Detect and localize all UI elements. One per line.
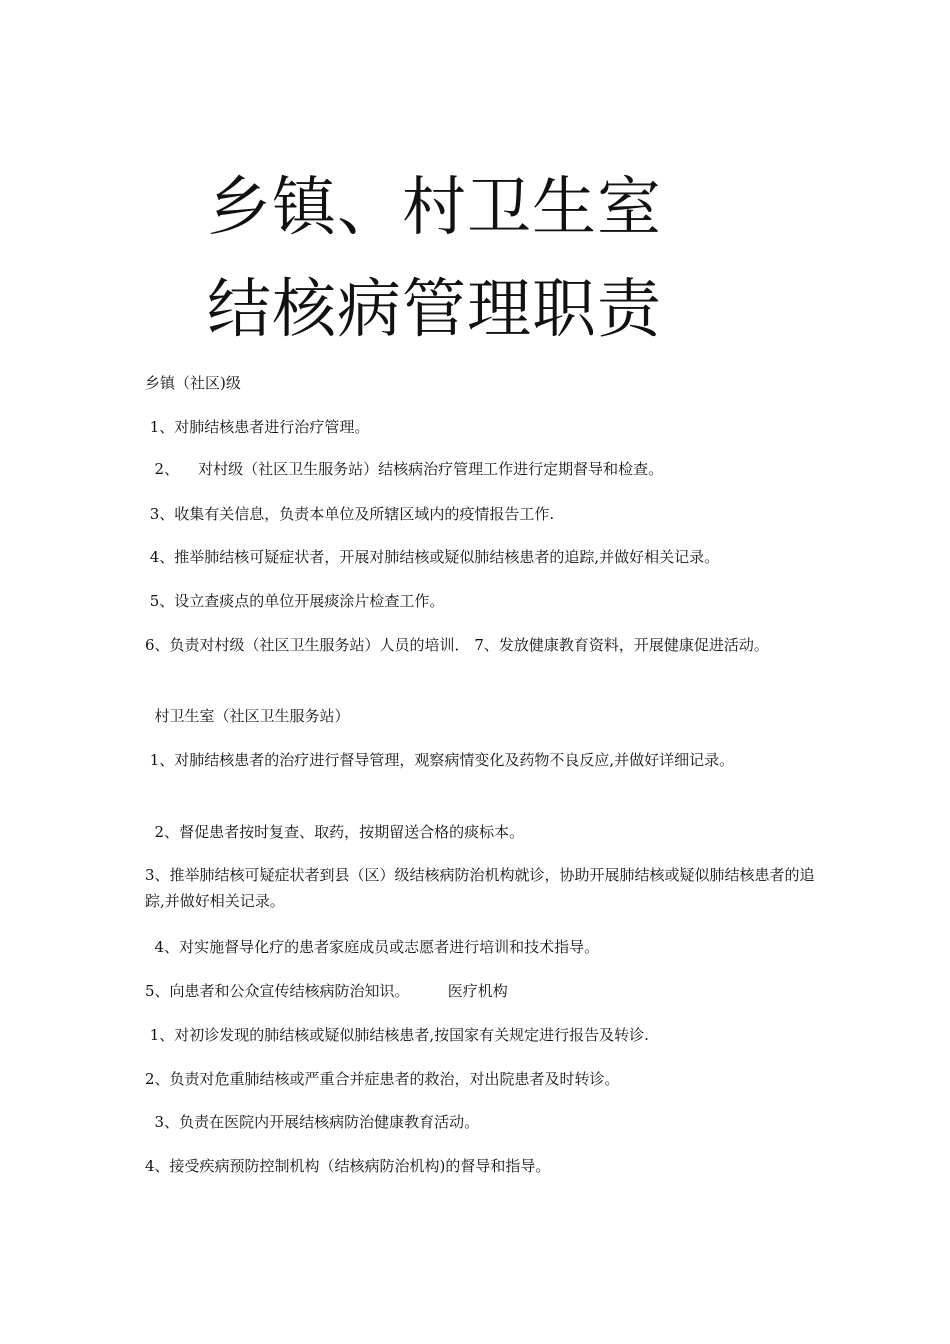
township-item-3: 3、收集有关信息，负责本单位及所辖区域内的疫情报告工作. bbox=[145, 505, 555, 523]
medical-item-1: 1、对初诊发现的肺结核或疑似肺结核患者,按国家有关规定进行报告及转诊. bbox=[145, 1026, 649, 1044]
township-item-4: 4、推举肺结核可疑症状者，开展对肺结核或疑似肺结核患者的追踪,并做好相关记录。 bbox=[145, 548, 720, 566]
medical-item-3: 3、负责在医院内开展结核病防治健康教育活动。 bbox=[145, 1113, 480, 1131]
medical-item-4: 4、接受疾病预防控制机构（结核病防治机构)的督导和指导。 bbox=[145, 1157, 551, 1175]
section-heading-village: 村卫生室（社区卫生服务站） bbox=[145, 707, 350, 725]
village-item-2: 2、督促患者按时复查、取药，按期留送合格的痰标本。 bbox=[145, 823, 525, 841]
title-line-2: 结核病管理职责 bbox=[207, 273, 662, 347]
medical-item-2: 2、负责对危重肺结核或严重合并症患者的救治，对出院患者及时转诊。 bbox=[145, 1070, 620, 1088]
township-item-6-7: 6、负责对村级（社区卫生服务站）人员的培训． 7、发放健康教育资料，开展健康促进活动。 bbox=[145, 636, 769, 654]
township-item-2: 2、 对村级（社区卫生服务站）结核病治疗管理工作进行定期督导和检查。 bbox=[145, 460, 664, 478]
section-heading-township: 乡镇（社区)级 bbox=[145, 374, 241, 392]
village-item-3: 3、推举肺结核可疑症状者到县（区）级结核病防治机构就诊，协助开展肺结核或疑似肺结核患者的追踪,并做好相关记录。 bbox=[145, 866, 815, 910]
township-item-1: 1、对肺结核患者进行治疗管理。 bbox=[145, 418, 370, 436]
title-line-1: 乡镇、村卫生室 bbox=[207, 171, 662, 245]
village-item-5-and-medical-heading: 5、向患者和公众宣传结核病防治知识。 医疗机构 bbox=[145, 982, 508, 1000]
village-item-1: 1、对肺结核患者的治疗进行督导管理，观察病情变化及药物不良反应,并做好详细记录。 bbox=[145, 751, 735, 769]
village-item-4: 4、对实施督导化疗的患者家庭成员或志愿者进行培训和技术指导。 bbox=[145, 938, 600, 956]
township-item-5: 5、设立查痰点的单位开展痰涂片检查工作。 bbox=[145, 592, 445, 610]
